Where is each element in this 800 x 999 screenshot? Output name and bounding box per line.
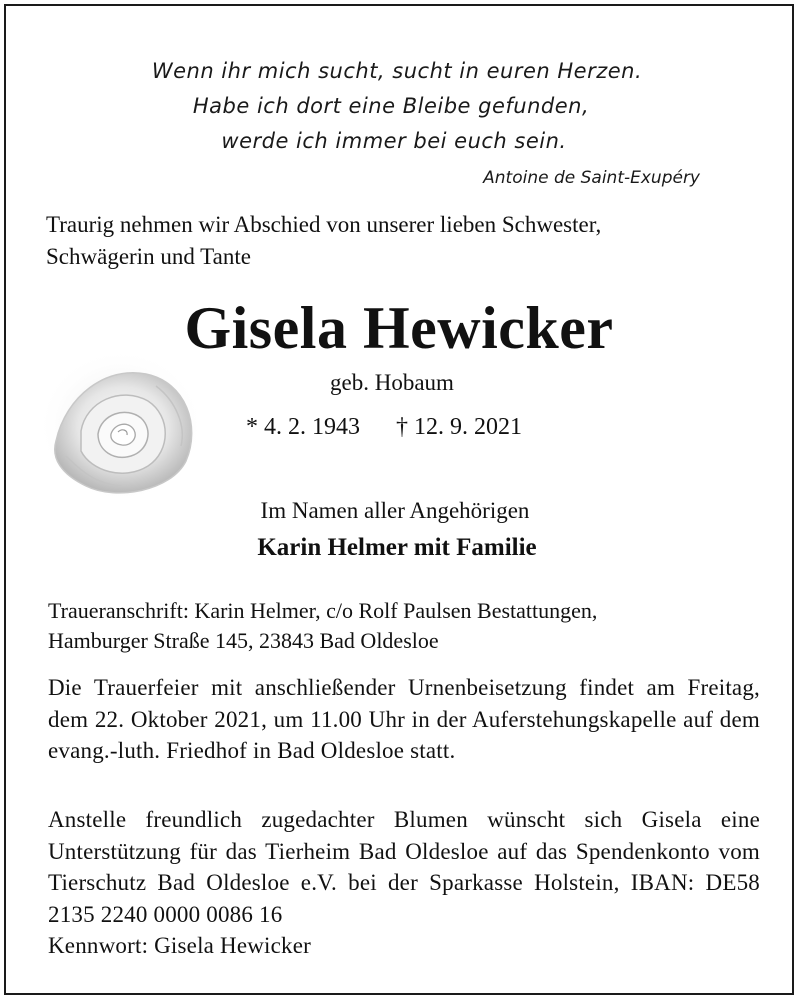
address-line-1: Traueranschrift: Karin Helmer, c/o Rolf Paulsen Bestattungen, — [48, 598, 598, 623]
intro-line-1: Traurig nehmen wir Abschied von unserer lieben Schwester, — [46, 212, 602, 237]
birth-name: geb. Hobaum — [330, 370, 454, 395]
deceased-name: Gisela Hewicker — [184, 295, 614, 361]
poem-line-2: Habe ich dort eine Bleibe gefunden, — [192, 94, 590, 118]
intro-text — [46, 209, 758, 273]
intro-line-2: Schwägerin und Tante — [46, 244, 251, 269]
poem-line-3: werde ich immer bei euch sein. — [221, 129, 567, 153]
ceremony-paragraph: Die Trauerfeier mit anschließender Urnenbeisetzung findet am Freitag, dem 22. Oktober 2021, um 11.00 Uhr in der Auferstehungskapelle auf dem evang.-luth. Friedhof in Bad Oldesloe statt. — [48, 675, 760, 763]
rose-icon — [36, 346, 206, 506]
address-line-2: Hamburger Straße 145, 23843 Bad Oldesloe — [48, 628, 439, 653]
birth-date: * 4. 2. 1943 — [246, 414, 360, 440]
obituary-notice — [4, 4, 794, 995]
on-behalf-text: Im Namen aller Angehörigen — [260, 498, 530, 523]
poem-author: Antoine de Saint-Exupéry — [483, 168, 700, 188]
life-dates — [246, 414, 522, 441]
mourning-address — [48, 596, 597, 656]
poem-quote — [6, 54, 792, 159]
donation-paragraph — [48, 804, 760, 962]
poem-line-1: Wenn ihr mich sucht, sucht in euren Herzen. — [151, 59, 643, 83]
death-date: † 12. 9. 2021 — [396, 414, 522, 440]
donation-text: Anstelle freundlich zugedachter Blumen wünscht sich Gisela eine Unterstützung für das Tierheim Bad Oldesloe auf das Spendenkonto vom Tierschutz Bad Oldesloe e.V. bei der Sparkasse Holstein, IBAN: DE58 2135 2240 0000 0086 16 — [48, 807, 760, 927]
donation-keyword: Kennwort: Gisela Hewicker — [48, 933, 312, 958]
family-signature: Karin Helmer mit Familie — [257, 534, 537, 561]
